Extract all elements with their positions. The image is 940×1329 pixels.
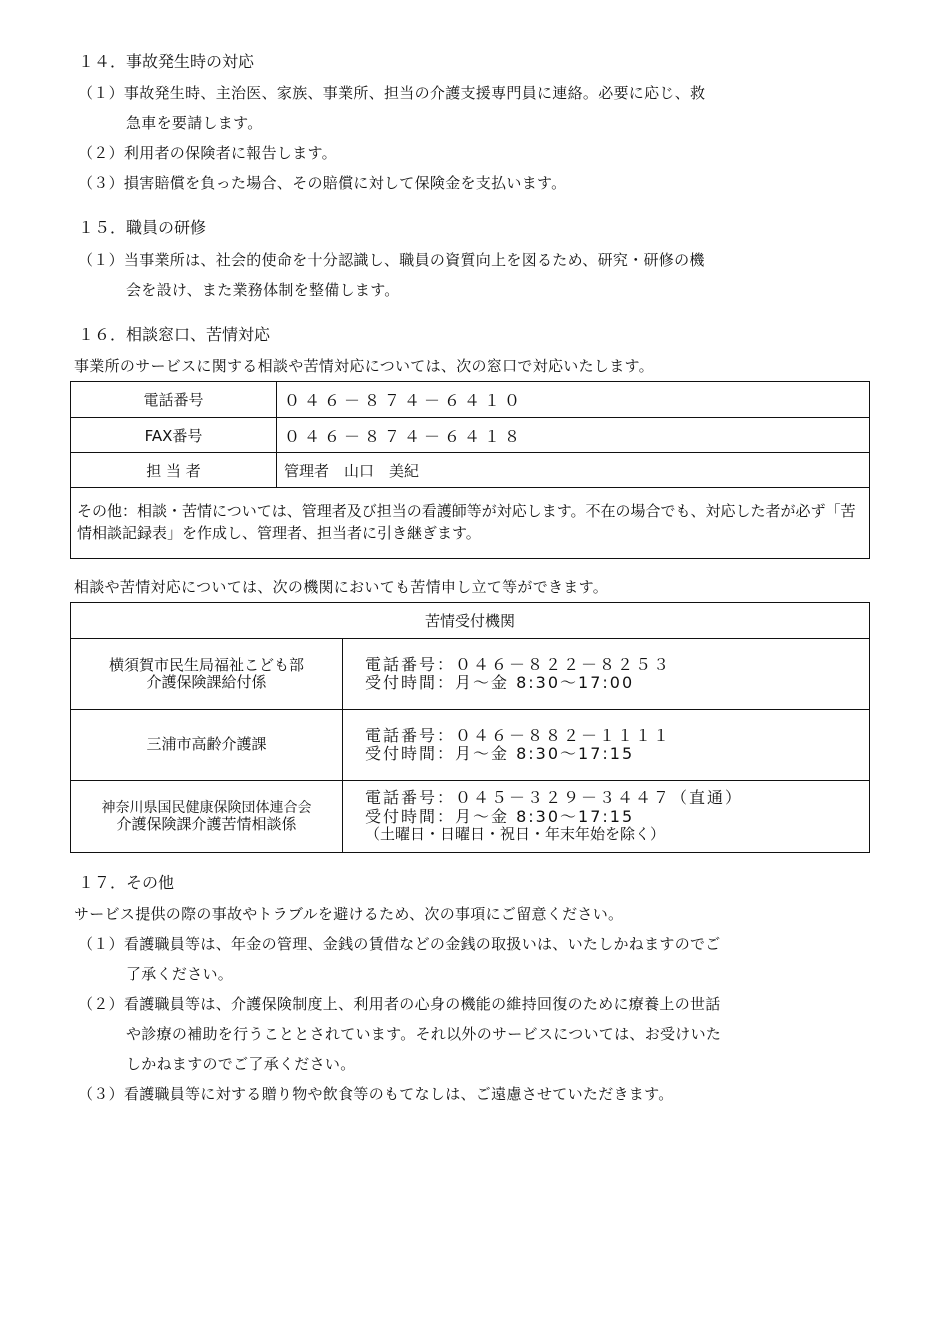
phone-value: ０４６－８７４－６４１０ [277,382,870,418]
person-label: 担 当 者 [71,453,277,488]
agency-name-cell [71,781,343,853]
agency-hours-note: （土曜日・日曜日・祝日・年末年始を除く） [365,825,666,844]
agency-name: 神奈川県国民健康保険団体連合会 [101,799,312,816]
agency-dept: 介護保険課給付係 [146,673,267,691]
contact-other-note: その他：相談・苦情については、管理者及び担当の看護師等が対応します。不在の場合でも、対応した者が必ず「苦情相談記録表」を作成し、管理者、担当者に引き継ぎます。 [71,488,870,559]
section-17-heading: １７．その他 [78,873,175,892]
agency-name: 横須賀市民生局福祉こども部 [108,655,304,674]
section-17-item-1-cont: 了承ください。 [126,965,234,983]
section-16-intro-2: 相談や苦情対応については、次の機関においても苦情申し立て等ができます。 [74,578,609,596]
agency-phone: 電話番号：０４６－８２２－８２５３ [365,654,672,674]
table-row [71,781,870,853]
agency-name-cell [71,639,343,710]
table-row [71,710,870,781]
section-14-item-1-cont: 急車を要請します。 [126,114,263,132]
section-15-item-1-cont: 会を設け、また業務体制を整備します。 [126,281,400,299]
contact-table [70,381,870,559]
agency-hours: 受付時間：月～金 8:30～17:15 [365,806,635,826]
section-14-heading: １４．事故発生時の対応 [78,52,255,71]
agency-name-cell [71,710,343,781]
agency-hours: 受付時間：月～金 8:30～17:00 [365,673,635,692]
fax-value: ０４６－８７４－６４１８ [277,418,870,453]
section-14-item-2: （２）利用者の保険者に報告します。 [78,144,337,162]
agency-hours: 受付時間：月～金 8:30～17:15 [365,744,635,763]
agency-phone: 電話番号：０４５－３２９－３４４７（直通） [365,788,744,808]
section-16-intro: 事業所のサービスに関する相談や苦情対応については、次の窓口で対応いたします。 [74,357,654,375]
agency-contact-cell [343,710,870,781]
section-17-item-2-cont: や診療の補助を行うこととされています。それ以外のサービスについては、お受けいた [126,1025,722,1043]
agency-name: 三浦市高齢介護課 [146,735,267,754]
section-16-heading: １６．相談窓口、苦情対応 [78,325,271,344]
section-15-item-1: （１）当事業所は、社会的使命を十分認識し、職員の資質向上を図るため、研究・研修の機 [78,251,705,269]
section-15-heading: １５．職員の研修 [78,218,207,237]
section-14-item-1: （１）事故発生時、主治医、家族、事業所、担当の介護支援専門員に連絡。必要に応じ、救 [78,84,706,102]
table-row [71,639,870,710]
section-17-item-2-cont-2: しかねますのでご了承ください。 [126,1055,356,1073]
section-17-item-3: （３）看護職員等に対する贈り物や飲食等のもてなしは、ご遠慮させていただきます。 [78,1085,674,1103]
phone-label: 電話番号 [71,382,277,418]
person-value: 管理者 山口 美紀 [277,453,870,488]
agency-table-header: 苦情受付機関 [71,603,870,639]
agency-dept: 介護保険課介護苦情相談係 [116,814,297,833]
fax-label: FAX番号 [71,418,277,453]
agency-table [70,602,870,853]
section-17-intro: サービス提供の際の事故やトラブルを避けるため、次の事項にご留意ください。 [74,905,624,923]
agency-contact-cell [343,781,870,853]
section-14-item-3: （３）損害賠償を負った場合、その賠償に対して保険金を支払います。 [78,174,567,192]
agency-phone: 電話番号：０４６－８８２－１１１１ [365,725,672,745]
section-17-item-2: （２）看護職員等は、介護保険制度上、利用者の心身の機能の維持回復のために療養上の世話 [78,995,721,1013]
section-17-item-1: （１）看護職員等は、年金の管理、金銭の賃借などの金銭の取扱いは、いたしかねますのでご [78,935,721,953]
agency-contact-cell [343,639,870,710]
